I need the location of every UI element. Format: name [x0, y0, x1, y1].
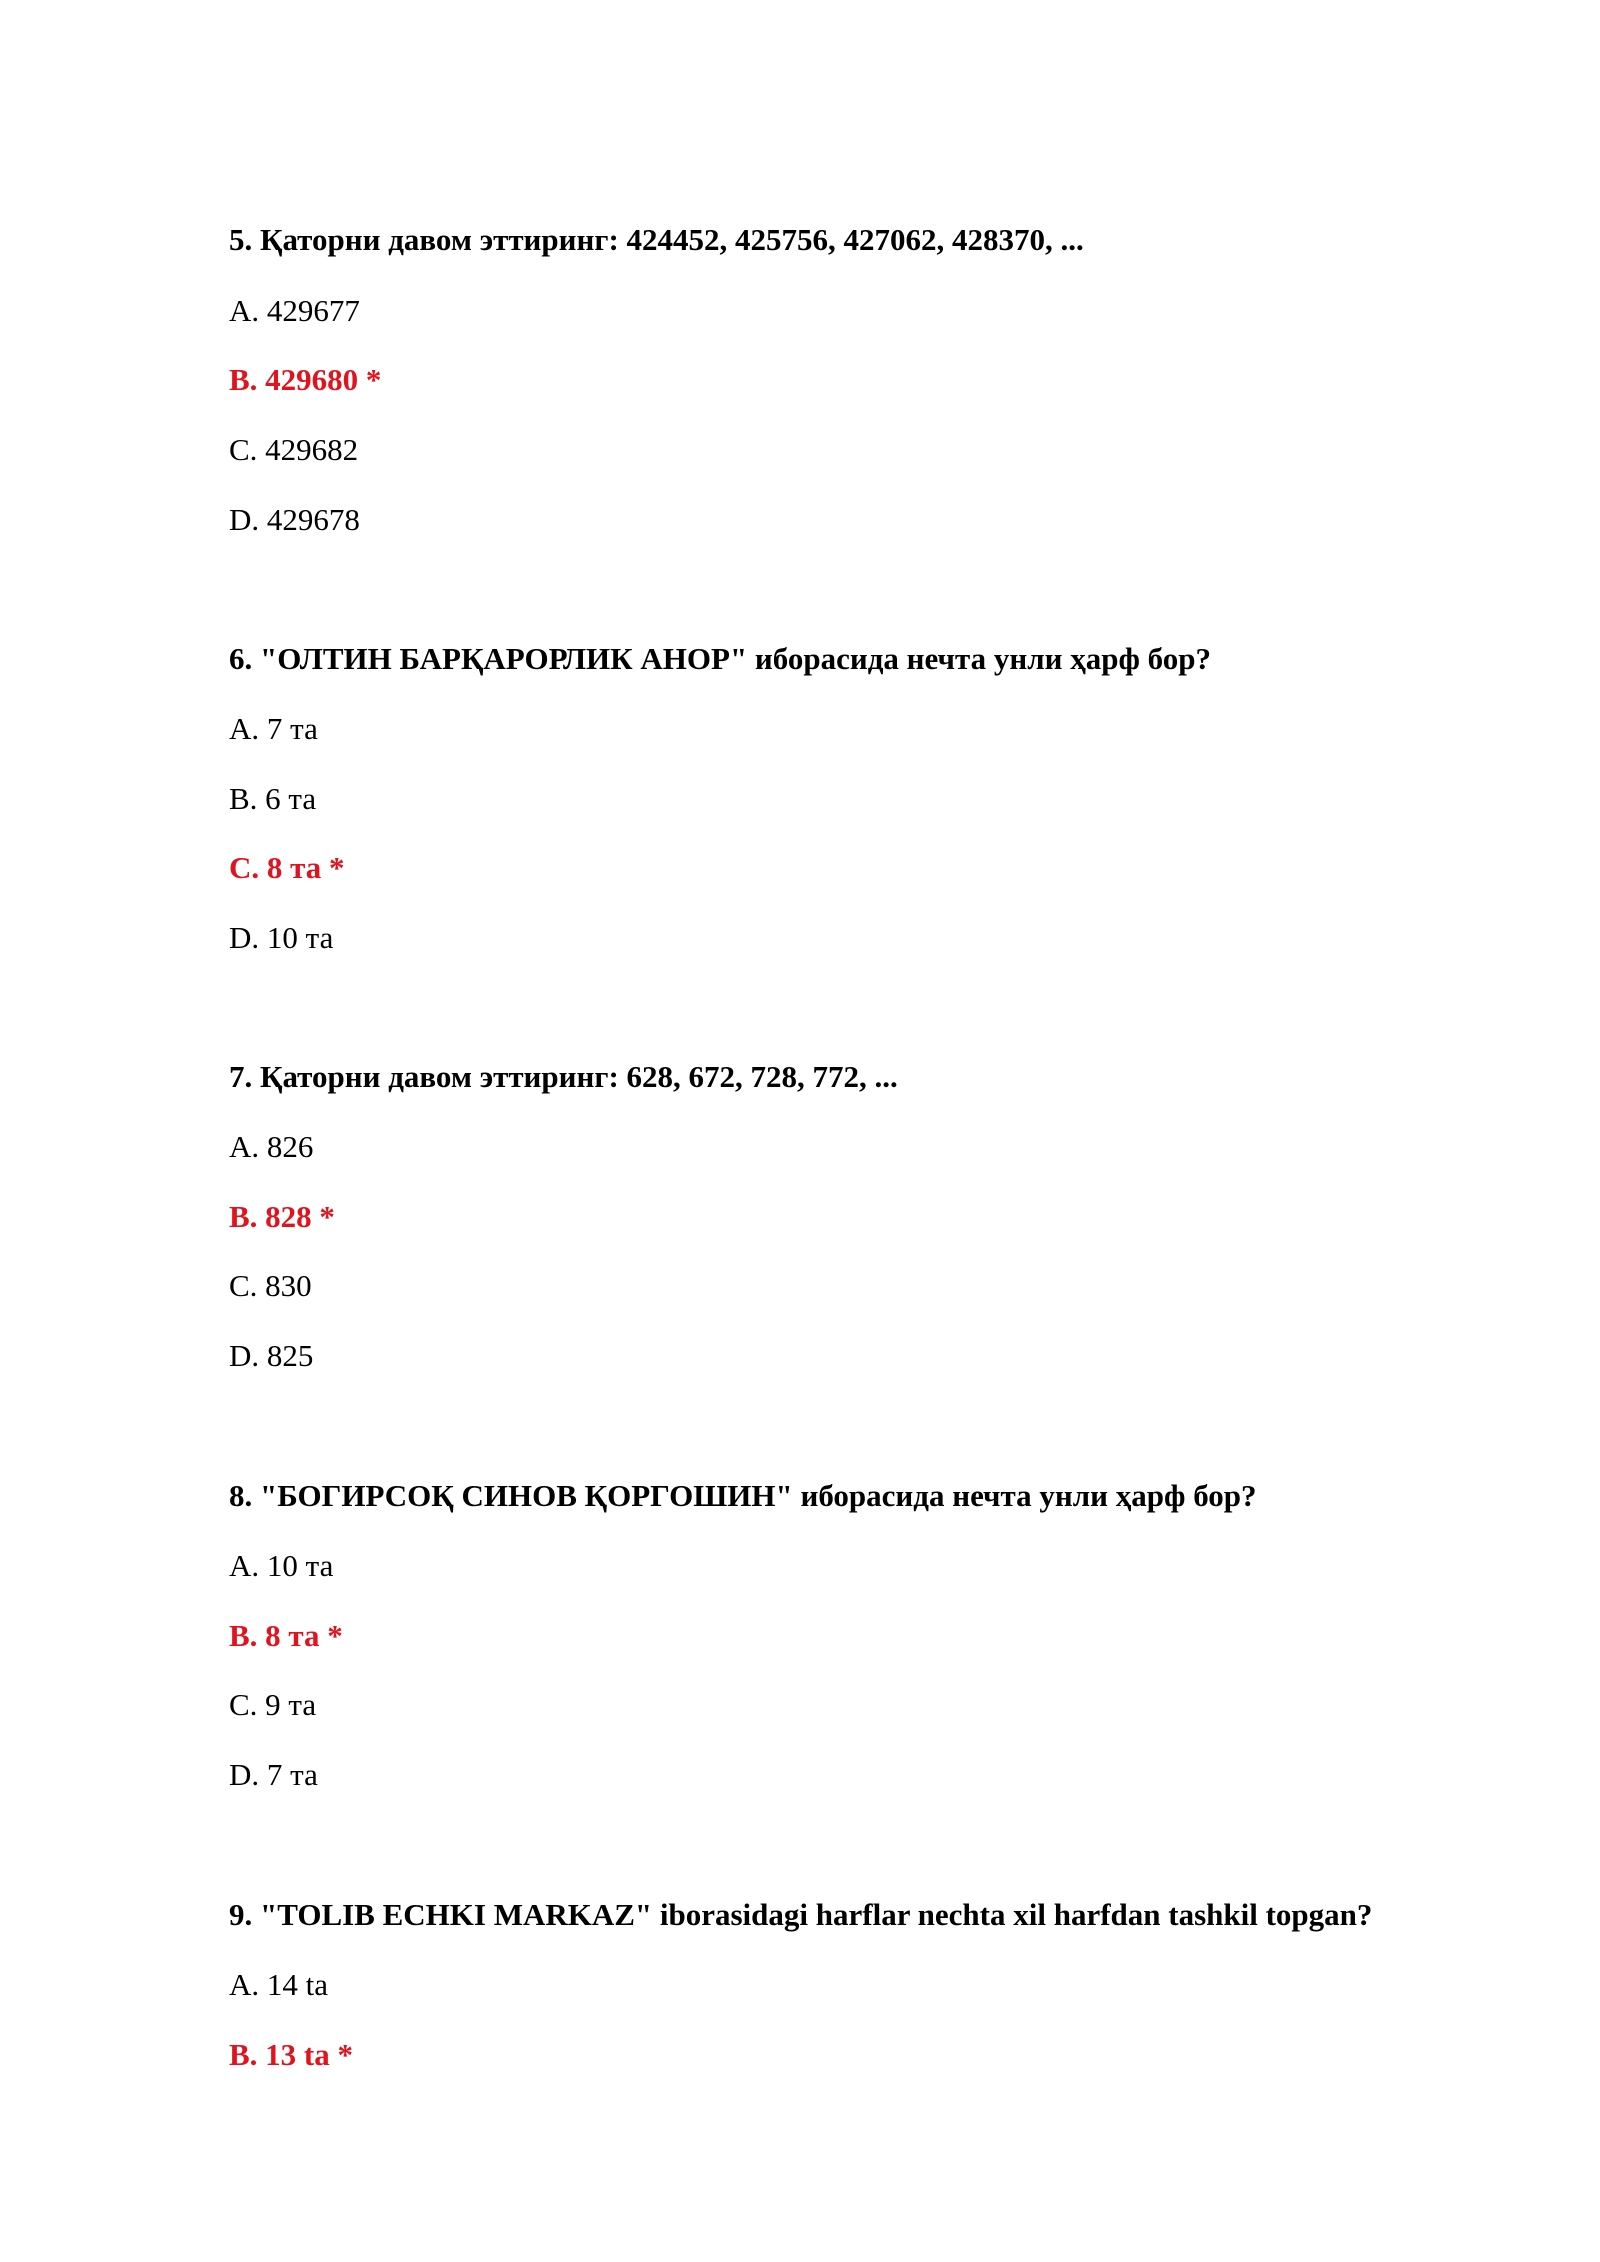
option-a: A. 7 та	[229, 711, 318, 746]
option-c: C. 429682	[229, 432, 359, 467]
option-a: A. 14 ta	[229, 1967, 329, 2002]
option-c: C. 9 та	[229, 1687, 317, 1722]
option-c-correct: C. 8 та *	[229, 850, 345, 885]
option-b-correct: B. 429680 *	[229, 362, 382, 397]
option-b: B. 6 та	[229, 781, 317, 816]
option-b-correct: B. 13 ta *	[229, 2037, 353, 2072]
option-a: A. 826	[229, 1129, 314, 1164]
option-a: A. 429677	[229, 293, 360, 328]
document-page	[229, 0, 1529, 2262]
question-text: 9. "TOLIB ECHKI MARKAZ" iborasidagi harflar nechta xil harfdan tashkil topgan?	[229, 1897, 1373, 1932]
question-text: 8. "БОГИРСОҚ СИНОВ ҚОРГОШИН" иборасида нечта унли ҳарф бор?	[229, 1478, 1257, 1513]
option-d: D. 7 та	[229, 1757, 318, 1792]
question-text: 7. Қаторни давом эттиринг: 628, 672, 728, 772, ...	[229, 1059, 898, 1094]
option-a: A. 10 та	[229, 1548, 334, 1583]
option-b-correct: B. 8 та *	[229, 1618, 343, 1653]
question-text: 5. Қаторни давом эттиринг: 424452, 425756, 427062, 428370, ...	[229, 222, 1084, 257]
option-d: D. 10 та	[229, 920, 334, 955]
option-d: D. 429678	[229, 502, 360, 537]
option-c: C. 830	[229, 1268, 312, 1303]
option-d: D. 825	[229, 1338, 314, 1373]
option-b-correct: B. 828 *	[229, 1199, 335, 1234]
question-text: 6. "ОЛТИН БАРҚАРОРЛИК АНОР" иборасида нечта унли ҳарф бор?	[229, 641, 1211, 676]
